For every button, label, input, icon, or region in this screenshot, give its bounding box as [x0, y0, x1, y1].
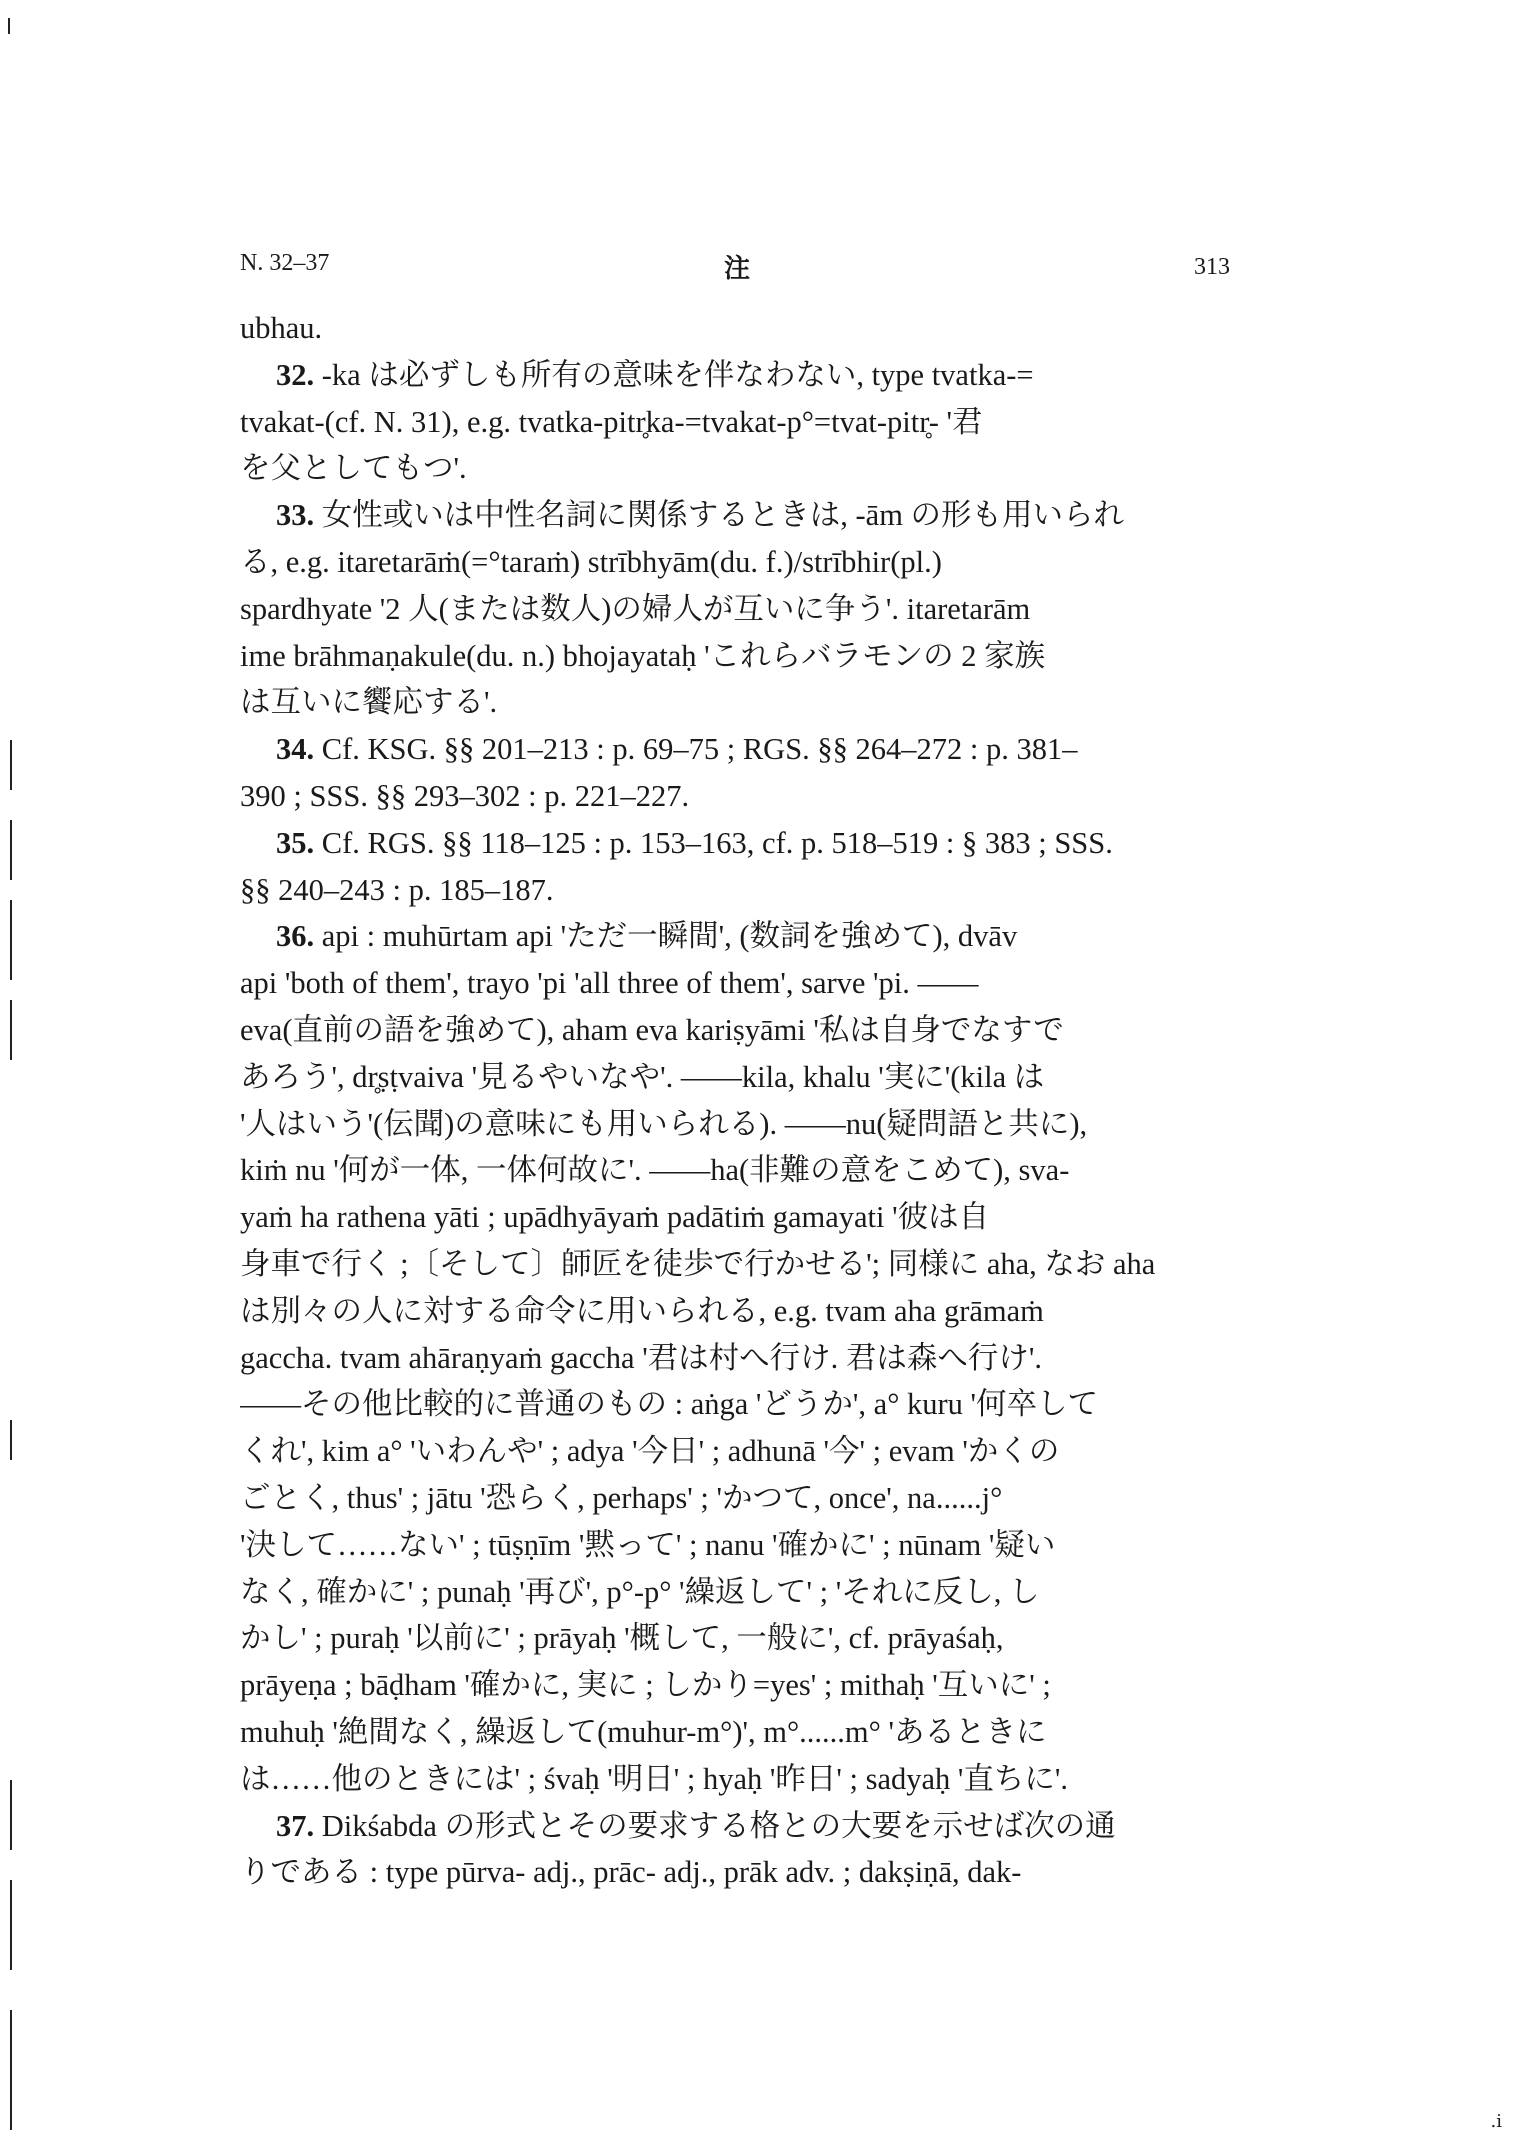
- line-text: を父としてもつ'.: [240, 451, 467, 486]
- line-text: は別々の人に対する命令に用いられる, e.g. tvam aha grāmaṁ: [240, 1293, 1044, 1328]
- scan-mark-left-8: [10, 2010, 12, 2130]
- text-line: [240, 1007, 1230, 1054]
- text-line: [240, 445, 1230, 492]
- line-text: eva(直前の語を強めて), aham eva kariṣyāmi '私は自身でなすで: [240, 1012, 1064, 1047]
- text-line: [240, 1241, 1230, 1288]
- text-line: [240, 586, 1230, 633]
- line-text: 390 ; SSS. §§ 293–302 : p. 221–227.: [240, 778, 690, 813]
- text-line: [240, 913, 1230, 960]
- text-line: [240, 960, 1230, 1007]
- line-text: gaccha. tvam ahāraṇyaṁ gaccha '君は村へ行け. 君は森へ行け'.: [240, 1340, 1043, 1375]
- line-text: は……他のときには' ; śvaḥ '明日' ; hyaḥ '昨日' ; sadyaḥ '直ちに'.: [240, 1761, 1069, 1796]
- line-text: api : muhūrtam api 'ただ一瞬間', (数詞を強めて), dvāv: [314, 919, 1018, 954]
- text-line: [240, 1054, 1230, 1101]
- scan-mark-left-6: [10, 1780, 12, 1850]
- running-header: [240, 250, 1230, 290]
- line-text: りである : type pūrva- adj., prāc- adj., prāk adv. ; dakṣiṇā, dak-: [240, 1855, 1022, 1890]
- text-line: [240, 1522, 1230, 1569]
- line-text: 女性或いは中性名詞に関係するときは, -ām の形も用いられ: [314, 498, 1125, 533]
- text-line: [240, 492, 1230, 539]
- notes-body: [240, 305, 1230, 1896]
- line-text: なく, 確かに' ; punaḥ '再び', p°-p° '繰返して' ; 'それに反し, し: [240, 1574, 1040, 1609]
- line-text: は互いに饗応する'.: [240, 685, 498, 720]
- text-line: [240, 867, 1230, 914]
- text-line: [240, 1569, 1230, 1616]
- line-text: かし' ; puraḥ '以前に' ; prāyaḥ '概して, 一般に', cf. prāyaśaḥ,: [240, 1621, 1004, 1656]
- text-line: [240, 1335, 1230, 1382]
- line-text: tvakat-(cf. N. 31), e.g. tvatka-pitr̥ka-=tvakat-p°=tvat-pitr̥- '君: [240, 404, 983, 439]
- line-text: -ka は必ずしも所有の意味を伴なわない, type tvatka-=: [314, 357, 1034, 392]
- text-line: [240, 1849, 1230, 1896]
- text-line: [240, 1194, 1230, 1241]
- text-line: [240, 1288, 1230, 1335]
- scan-mark-left-1: [10, 740, 12, 790]
- line-text: あろう', dr̥ṣṭvaiva '見るやいなや'. ——kila, khalu '実に'(kila は: [240, 1059, 1045, 1094]
- line-text: '人はいう'(伝聞)の意味にも用いられる). ——nu(疑問語と共に),: [240, 1106, 1088, 1141]
- line-text: '決して……ない' ; tūṣṇīm '黙って' ; nanu '確かに' ; nūnam '疑い: [240, 1527, 1056, 1562]
- line-text: る, e.g. itaretarāṁ(=°taraṁ) strībhyām(du. f.)/strībhir(pl.): [240, 544, 942, 579]
- line-text: くれ', kim a° 'いわんや' ; adya '今日' ; adhunā '今' ; evam 'かくの: [240, 1434, 1060, 1469]
- line-text: 身車で行く ;〔そして〕師匠を徒歩で行かせる'; 同様に aha, なお aha: [240, 1246, 1156, 1281]
- scan-mark-left-3: [10, 900, 12, 980]
- note-number: 34.: [276, 732, 315, 767]
- text-line: [240, 305, 1230, 352]
- line-text: ごとく, thus' ; jātu '恐らく, perhaps' ; 'かつて, once', na......j°: [240, 1480, 1003, 1515]
- line-text: muhuḥ '絶間なく, 繰返して(muhur-m°)', m°......m° 'あるときに: [240, 1714, 1047, 1749]
- line-text: §§ 240–243 : p. 185–187.: [240, 872, 554, 907]
- line-text: ubhau.: [240, 311, 323, 345]
- text-line: [240, 352, 1230, 399]
- text-line: [240, 1756, 1230, 1803]
- text-line: [240, 1428, 1230, 1475]
- text-line: [240, 399, 1230, 446]
- text-line: [240, 1475, 1230, 1522]
- line-text: yaṁ ha rathena yāti ; upādhyāyaṁ padātiṁ gamayati '彼は自: [240, 1200, 990, 1235]
- text-line: [240, 679, 1230, 726]
- line-text: prāyeṇa ; bāḍham '確かに, 実に ; しかり=yes' ; mithaḥ '互いに' ;: [240, 1668, 1051, 1703]
- note-number: 35.: [276, 825, 315, 860]
- text-line: [240, 1147, 1230, 1194]
- text-line: [240, 1101, 1230, 1148]
- text-line: [240, 633, 1230, 680]
- text-line: [240, 1662, 1230, 1709]
- page-number: 313: [1194, 254, 1230, 280]
- scan-mark-left-2: [10, 820, 12, 880]
- line-text: kiṁ nu '何が一体, 一体何故に'. ——ha(非難の意をこめて), sva-: [240, 1153, 1070, 1188]
- note-number: 36.: [276, 919, 315, 954]
- scan-mark-left-7: [10, 1880, 12, 1970]
- text-line: [240, 1803, 1230, 1850]
- text-line: [240, 1709, 1230, 1756]
- line-text: ——その他比較的に普通のもの : aṅga 'どうか', a° kuru '何卒して: [240, 1387, 1099, 1422]
- scan-mark-left-5: [10, 1420, 12, 1460]
- text-line: [240, 539, 1230, 586]
- note-number: 37.: [276, 1808, 315, 1843]
- scan-corner-mark: .i: [1490, 2111, 1502, 2132]
- text-line: [240, 726, 1230, 773]
- text-line: [240, 1381, 1230, 1428]
- text-line: [240, 820, 1230, 867]
- line-text: spardhyate '2 人(または数人)の婦人が互いに争う'. itaretarām: [240, 591, 1031, 626]
- line-text: ime brāhmaṇakule(du. n.) bhojayataḥ 'これらバラモンの 2 家族: [240, 638, 1046, 673]
- line-text: Dikśabda の形式とその要求する格との大要を示せば次の通: [314, 1808, 1116, 1843]
- header-title: 注: [724, 254, 751, 283]
- scan-mark-top: [8, 18, 10, 34]
- line-text: Cf. RGS. §§ 118–125 : p. 153–163, cf. p. 518–519 : § 383 ; SSS.: [314, 825, 1113, 860]
- scan-mark-left-4: [10, 1000, 12, 1060]
- text-line: [240, 1615, 1230, 1662]
- note-number: 33.: [276, 498, 315, 533]
- header-section-range: N. 32–37: [240, 250, 330, 276]
- line-text: Cf. KSG. §§ 201–213 : p. 69–75 ; RGS. §§ 264–272 : p. 381–: [314, 732, 1078, 767]
- text-line: [240, 773, 1230, 820]
- note-number: 32.: [276, 357, 315, 392]
- line-text: api 'both of them', trayo 'pi 'all three of them', sarve 'pi. ——: [240, 966, 979, 1001]
